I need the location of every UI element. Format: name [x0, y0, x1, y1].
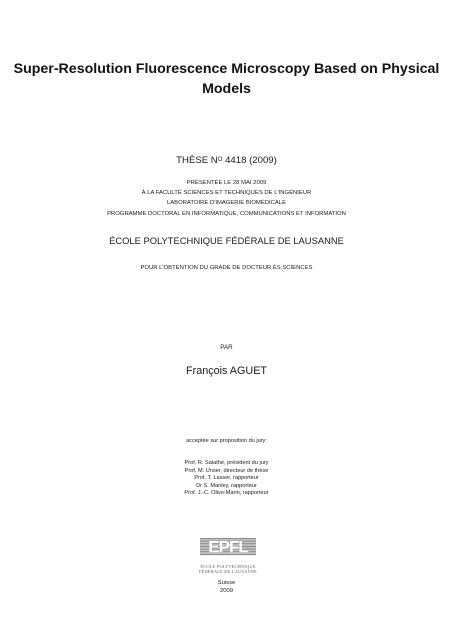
jury-member: Prof. M. Unser, directeur de thèse	[184, 467, 269, 474]
presentation-block	[0, 178, 453, 219]
presentation-date: PRÉSENTÉE LE 28 MAI 2009	[186, 180, 267, 186]
laboratory-line: LABORATOIRE D'IMAGERIE BIOMÉDICALE	[166, 200, 287, 207]
school-name: ÉCOLE POLYTECHNIQUE FÉDÉRALE DE LAUSANNE	[109, 235, 344, 246]
jury-member: Dr S. Manley, rapporteur	[196, 482, 257, 489]
publication-year: 2009	[219, 588, 234, 594]
location: Suisse	[217, 580, 236, 586]
jury-member: Prof. R. Salathé, président du jury	[184, 460, 269, 466]
faculty-line: À LA FACULTÉ SCIENCES ET TECHNIQUES DE L'INGÉNIEUR	[141, 190, 312, 197]
epfl-subtitle-line-2: FÉDÉRALE DE LAUSANNE	[198, 569, 258, 574]
jury-member: Prof. J.-C. Olivo-Marin, rapporteur	[184, 490, 269, 497]
epfl-logo-icon	[194, 536, 262, 578]
degree-line: POUR L'OBTENTION DU GRADE DE DOCTEUR ÈS SCIENCES	[140, 265, 313, 271]
jury-member: Prof. T. Lasser, rapporteur	[194, 475, 259, 482]
jury-intro: acceptée sur proposition du jury:	[186, 438, 267, 444]
thesis-number: THÈSE $N^O$ 4418 (2009)	[176, 155, 277, 166]
epfl-subtitle-line-1: ÉCOLE POLYTECHNIQUE	[200, 564, 256, 569]
thesis-title: Super-Resolution Fluorescence Microscopy Based on Physical Models	[13, 61, 440, 97]
jury-list	[0, 460, 453, 498]
doctoral-program-line: PROGRAMME DOCTORAL EN INFORMATIQUE, COMMUNICATIONS ET INFORMATION	[107, 210, 346, 217]
author-name: François AGUET	[186, 365, 267, 377]
epfl-wordmark: EPFL	[208, 537, 248, 557]
par-label: PAR	[220, 344, 233, 351]
